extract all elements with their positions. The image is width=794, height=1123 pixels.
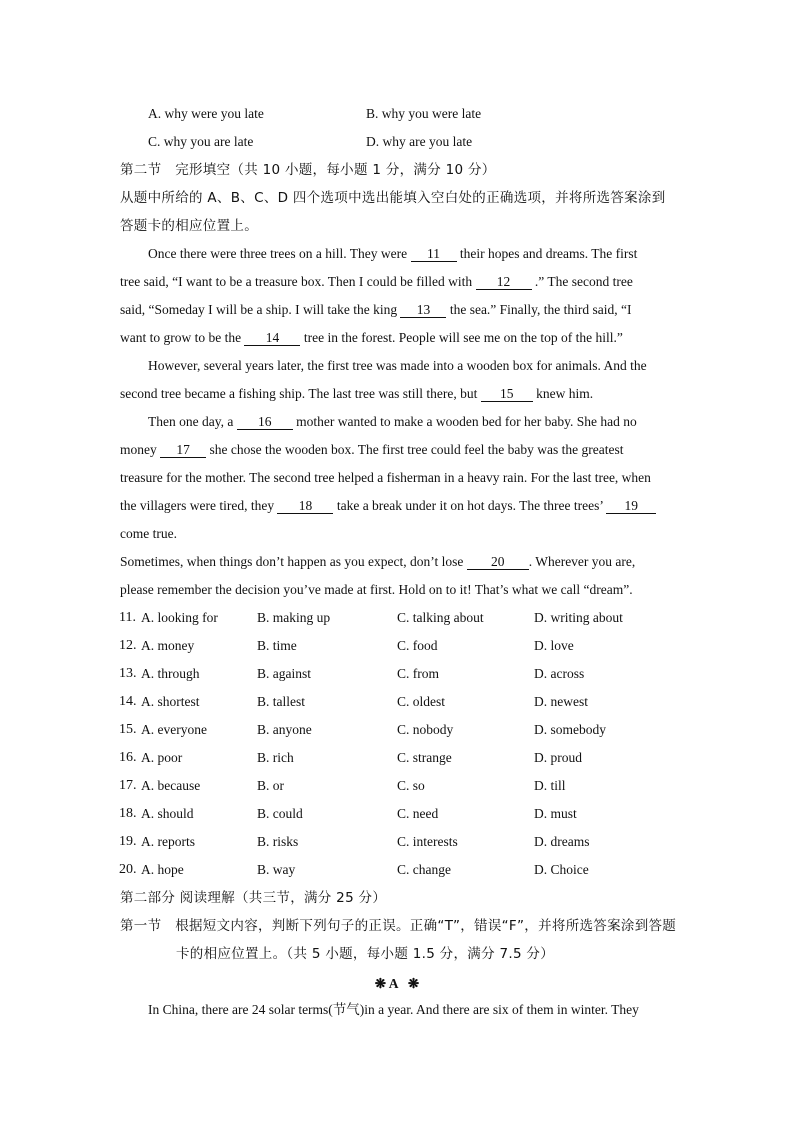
passage-text: she chose the wooden box. The first tree could feel the baby was the greatest [206,442,624,457]
passage-text: want to grow to be the [120,330,245,345]
blank-14: 14 [244,331,300,346]
passage-line: please remember the decision you’ve made at first. Hold on to it! That’s what we call “dream”. [120,582,633,597]
passage-text: their hopes and dreams. The first [456,246,638,261]
option-b: B. rich [257,750,294,765]
option-c: C. oldest [397,694,446,709]
option-a: A. hope [141,862,184,877]
option-d: D. dreams [534,834,590,849]
option-d: D. must [534,806,577,821]
question-row [119,665,679,683]
passage-text: Once there were three trees on a hill. They were [148,246,411,261]
option-a: A. because [141,778,201,793]
question-row [119,609,679,627]
option-d: D. love [534,638,574,653]
question-number: 20. [119,862,137,877]
option-b: B. anyone [257,722,312,737]
passage-text: Then one day, a [148,414,237,429]
prev-option-d: D. why are you late [366,134,473,149]
option-a: A. poor [141,750,183,765]
passage-line [148,413,676,431]
option-a: A. looking for [141,610,218,625]
option-c: C. strange [397,750,452,765]
option-c: C. from [397,666,439,681]
part2-header: 第二部分 阅读理解（共三节，满分 25 分） [120,890,387,906]
option-a: A. through [141,666,200,681]
option-c: C. change [397,862,451,877]
question-number: 13. [119,666,137,681]
option-d: D. newest [534,694,588,709]
passage-a-title: ❋ A ❋ [374,976,420,991]
passage-line: treasure for the mother. The second tree helped a fisherman in a heavy rain. For the last tree, when [120,470,651,485]
option-b: B. or [257,778,284,793]
option-c: C. interests [397,834,458,849]
passage-text: tree said, “I want to be a treasure box. Then I could be filled with [120,274,476,289]
passage-line [120,553,676,571]
option-d: D. till [534,778,566,793]
question-row [119,833,679,851]
option-b: B. risks [257,834,299,849]
passage-line [120,301,676,319]
option-d: D. proud [534,750,582,765]
passage-line [120,441,676,459]
section2-header: 第二节 完形填空（共 10 小题，每小题 1 分，满分 10 分） [120,162,496,178]
option-c: C. nobody [397,722,454,737]
passage-text: the villagers were tired, they [120,498,278,513]
blank-20: 20 [467,555,529,570]
question-row [119,749,679,767]
blank-11: 11 [411,247,457,262]
question-number: 12. [119,638,137,653]
question-number: 15. [119,722,137,737]
option-a: A. reports [141,834,195,849]
question-number: 14. [119,694,137,709]
passage-text: knew him. [532,386,594,401]
blank-19: 19 [606,499,656,514]
passage-line: come true. [120,526,177,541]
passage-text: second tree became a fishing ship. The last tree was still there, but [120,386,481,401]
blank-16: 16 [237,415,293,430]
option-b: B. making up [257,610,331,625]
blank-17: 17 [160,443,206,458]
instruction-line-2: 答题卡的相应位置上。 [120,218,258,234]
passage-text: .” The second tree [531,274,633,289]
passage-line: However, several years later, the first tree was made into a wooden box for animals. And the [148,358,647,373]
question-row [119,693,679,711]
option-b: B. against [257,666,311,681]
option-d: D. writing about [534,610,623,625]
option-c: C. so [397,778,425,793]
option-c: C. food [397,638,438,653]
question-row [119,777,679,795]
instruction-line-1: 从题中所给的 A、B、C、D 四个选项中选出能填入空白处的正确选项，并将所选答案涂到 [120,190,666,206]
passage-text: money [120,442,161,457]
prev-option-b: B. why you were late [366,106,482,121]
passage-text: tree in the forest. People will see me on the top of the hill.” [300,330,623,345]
part2-section1-instruction-2: 卡的相应位置上。（共 5 小题，每小题 1.5 分，满分 7.5 分） [176,946,555,962]
question-row [119,721,679,739]
option-b: B. way [257,862,296,877]
question-number: 19. [119,834,137,849]
option-d: D. Choice [534,862,589,877]
passage-a-line: In China, there are 24 solar terms(节气)in a year. And there are six of them in winter. They [148,1002,639,1017]
option-b: B. tallest [257,694,305,709]
question-number: 18. [119,806,137,821]
passage-line [120,329,676,347]
passage-line [120,385,676,403]
blank-12: 12 [476,275,532,290]
option-a: A. everyone [141,722,207,737]
question-number: 17. [119,778,137,793]
option-a: A. should [141,806,194,821]
prev-option-a: A. why were you late [148,106,264,121]
option-b: B. could [257,806,303,821]
passage-text: said, “Someday I will be a ship. I will take the king [120,302,401,317]
option-d: D. across [534,666,585,681]
blank-13: 13 [400,303,446,318]
passage-text: take a break under it on hot days. The three trees’ [333,498,607,513]
option-a: A. shortest [141,694,200,709]
passage-text: mother wanted to make a wooden bed for her baby. She had no [292,414,637,429]
option-b: B. time [257,638,297,653]
question-number: 16. [119,750,137,765]
option-d: D. somebody [534,722,606,737]
prev-option-c: C. why you are late [148,134,254,149]
part2-section1-instruction-1: 第一节 根据短文内容，判断下列句子的正误。正确“T”，错误“F”，并将所选答案涂到答题 [120,918,677,934]
passage-line [120,497,676,515]
question-row [119,637,679,655]
question-number: 11. [119,610,136,625]
blank-15: 15 [481,387,533,402]
passage-text: Sometimes, when things don’t happen as you expect, don’t lose [120,554,467,569]
passage-line [120,273,676,291]
passage-line [148,245,676,263]
passage-text: . Wherever you are, [528,554,636,569]
option-a: A. money [141,638,195,653]
option-c: C. need [397,806,439,821]
question-row [119,805,679,823]
blank-18: 18 [277,499,333,514]
option-c: C. talking about [397,610,484,625]
question-row [119,861,679,879]
passage-text: the sea.” Finally, the third said, “I [446,302,632,317]
